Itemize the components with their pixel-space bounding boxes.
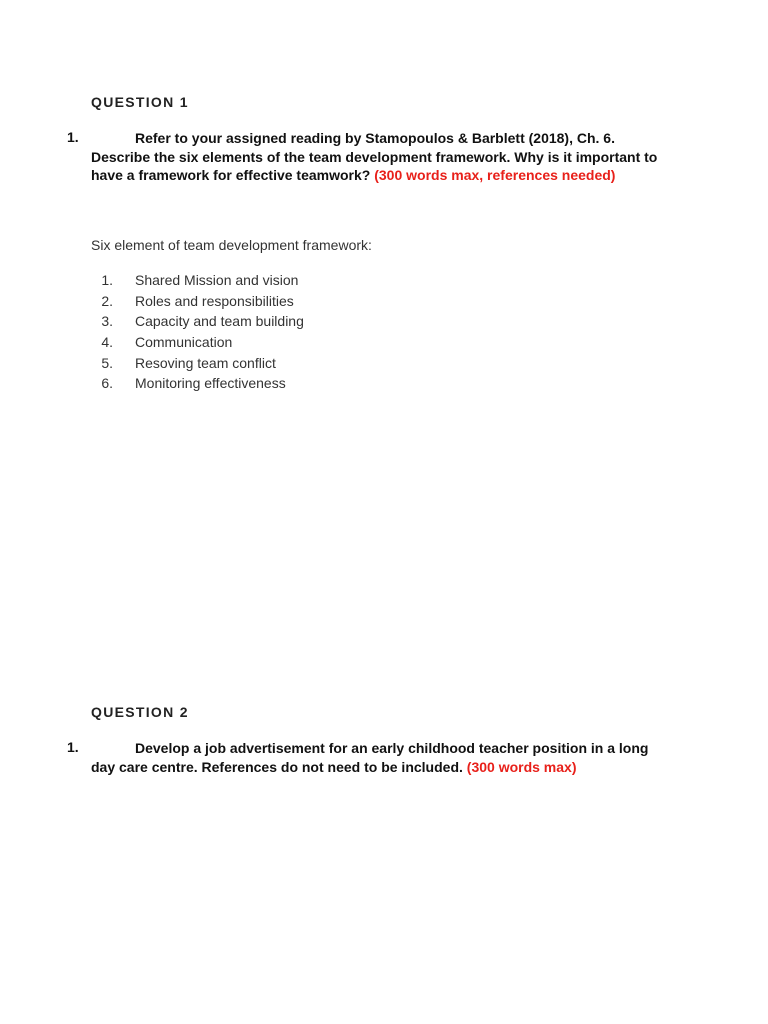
list-item-text: Capacity and team building <box>135 313 304 330</box>
question-2-prompt <box>91 739 661 776</box>
list-item-text: Communication <box>135 334 233 351</box>
list-item <box>91 373 304 394</box>
question-1-prompt-text: Refer to your assigned reading by Stamopoulos & Barblett (2018), Ch. 6. Describe the six elements of the team development framework. Why is it important to have a framework for effective teamwork? <box>91 130 658 183</box>
list-item-text: Shared Mission and vision <box>135 272 299 288</box>
list-item <box>91 291 304 312</box>
list-item <box>91 270 304 291</box>
question-1-heading: QUESTION 1 <box>91 94 189 110</box>
list-item-text: Monitoring effectiveness <box>135 375 286 392</box>
question-2-word-limit-note: (300 words max) <box>466 758 577 775</box>
question-2-heading: QUESTION 2 <box>91 704 189 720</box>
list-item <box>91 311 304 332</box>
list-item-number: 2. <box>101 292 113 309</box>
question-2-prompt-text: Develop a job advertisement for an early childhood teacher position in a long day care centre. References do not need to be included. <box>91 740 649 775</box>
answer-intro: Six element of team development framework: <box>91 237 372 253</box>
question-2-number: 1. <box>67 739 79 755</box>
elements-list <box>91 270 304 394</box>
list-item-text: Resoving team conflict <box>135 354 276 371</box>
list-item <box>91 332 304 353</box>
question-1-word-limit-note: (300 words max, references needed) <box>374 167 616 183</box>
question-1-prompt <box>91 129 661 185</box>
list-item <box>91 353 304 374</box>
list-item-number: 5. <box>101 354 113 371</box>
list-item-text: Roles and responsibilities <box>135 292 294 309</box>
list-item-number: 1. <box>101 272 113 288</box>
list-item-number: 6. <box>101 375 113 392</box>
list-item-number: 4. <box>101 334 113 351</box>
question-1-number: 1. <box>67 129 79 145</box>
list-item-number: 3. <box>101 313 113 330</box>
